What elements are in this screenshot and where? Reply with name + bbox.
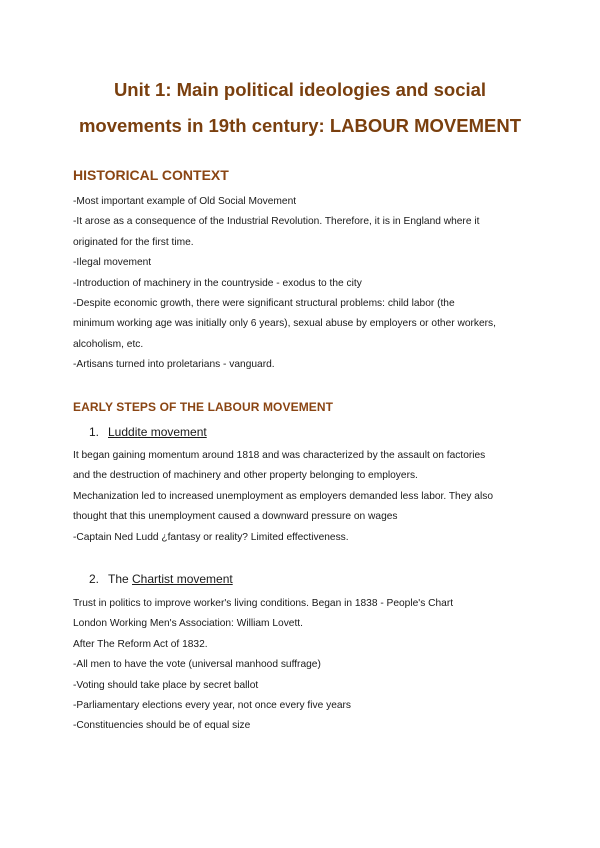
body-line: minimum working age was initially only 6 years), sexual abuse by employers or other workers, [73,318,496,330]
subheading-luddite [89,425,207,439]
section-heading-early-steps: EARLY STEPS OF THE LABOUR MOVEMENT [73,400,334,414]
body-line: -Despite economic growth, there were significant structural problems: child labor (the [73,298,455,310]
body-line: -It arose as a consequence of the Industrial Revolution. Therefore, it is in England where it [73,216,480,228]
body-line: thought that this unemployment caused a downward pressure on wages [73,511,398,523]
body-line: alcoholism, etc. [73,338,144,350]
body-line: It began gaining momentum around 1818 and was characterized by the assault on factories [73,450,486,461]
chartist-title: Chartist movement [132,572,233,586]
document-title [40,72,560,144]
list-number: 1. [89,425,100,439]
body-line: -Constituencies should be of equal size [73,720,251,732]
body-line: -Voting should take place by secret ballot [73,679,259,691]
body-line: -Captain Ned Ludd ¿fantasy or reality? Limited effectiveness. [73,531,349,543]
body-line: -Introduction of machinery in the countryside - exodus to the city [73,277,362,289]
luddite-body [73,446,553,548]
chartist-body [73,594,553,737]
body-line: -Artisans turned into proletarians - vanguard. [73,359,275,371]
body-line: -Ilegal movement [73,257,152,269]
historical-context-body [73,192,553,376]
body-line: -Most important example of Old Social Movement [73,196,297,207]
body-line: and the destruction of machinery and other property belonging to employers. [73,470,418,482]
body-line: Mechanization led to increased unemployment as employers demanded less labor. They also [73,490,493,502]
body-line: After The Reform Act of 1832. [73,638,208,650]
subheading-chartist [89,572,233,586]
title-line-2: movements in 19th century: LABOUR MOVEMENT [78,115,521,136]
body-line: Trust in politics to improve worker's living conditions. Began in 1838 - People's Chart [73,598,454,609]
chartist-title-prefix: The [108,572,133,586]
list-number: 2. [89,572,100,586]
body-line: London Working Men's Association: William Lovett. [73,618,303,630]
section-heading-historical-context: HISTORICAL CONTEXT [73,167,229,183]
body-line: originated for the first time. [73,236,194,248]
body-line: -Parliamentary elections every year, not once every five years [73,700,352,712]
title-line-1: Unit 1: Main political ideologies and social [113,79,487,100]
luddite-title: Luddite movement [108,425,207,439]
body-line: -All men to have the vote (universal manhood suffrage) [73,659,321,671]
